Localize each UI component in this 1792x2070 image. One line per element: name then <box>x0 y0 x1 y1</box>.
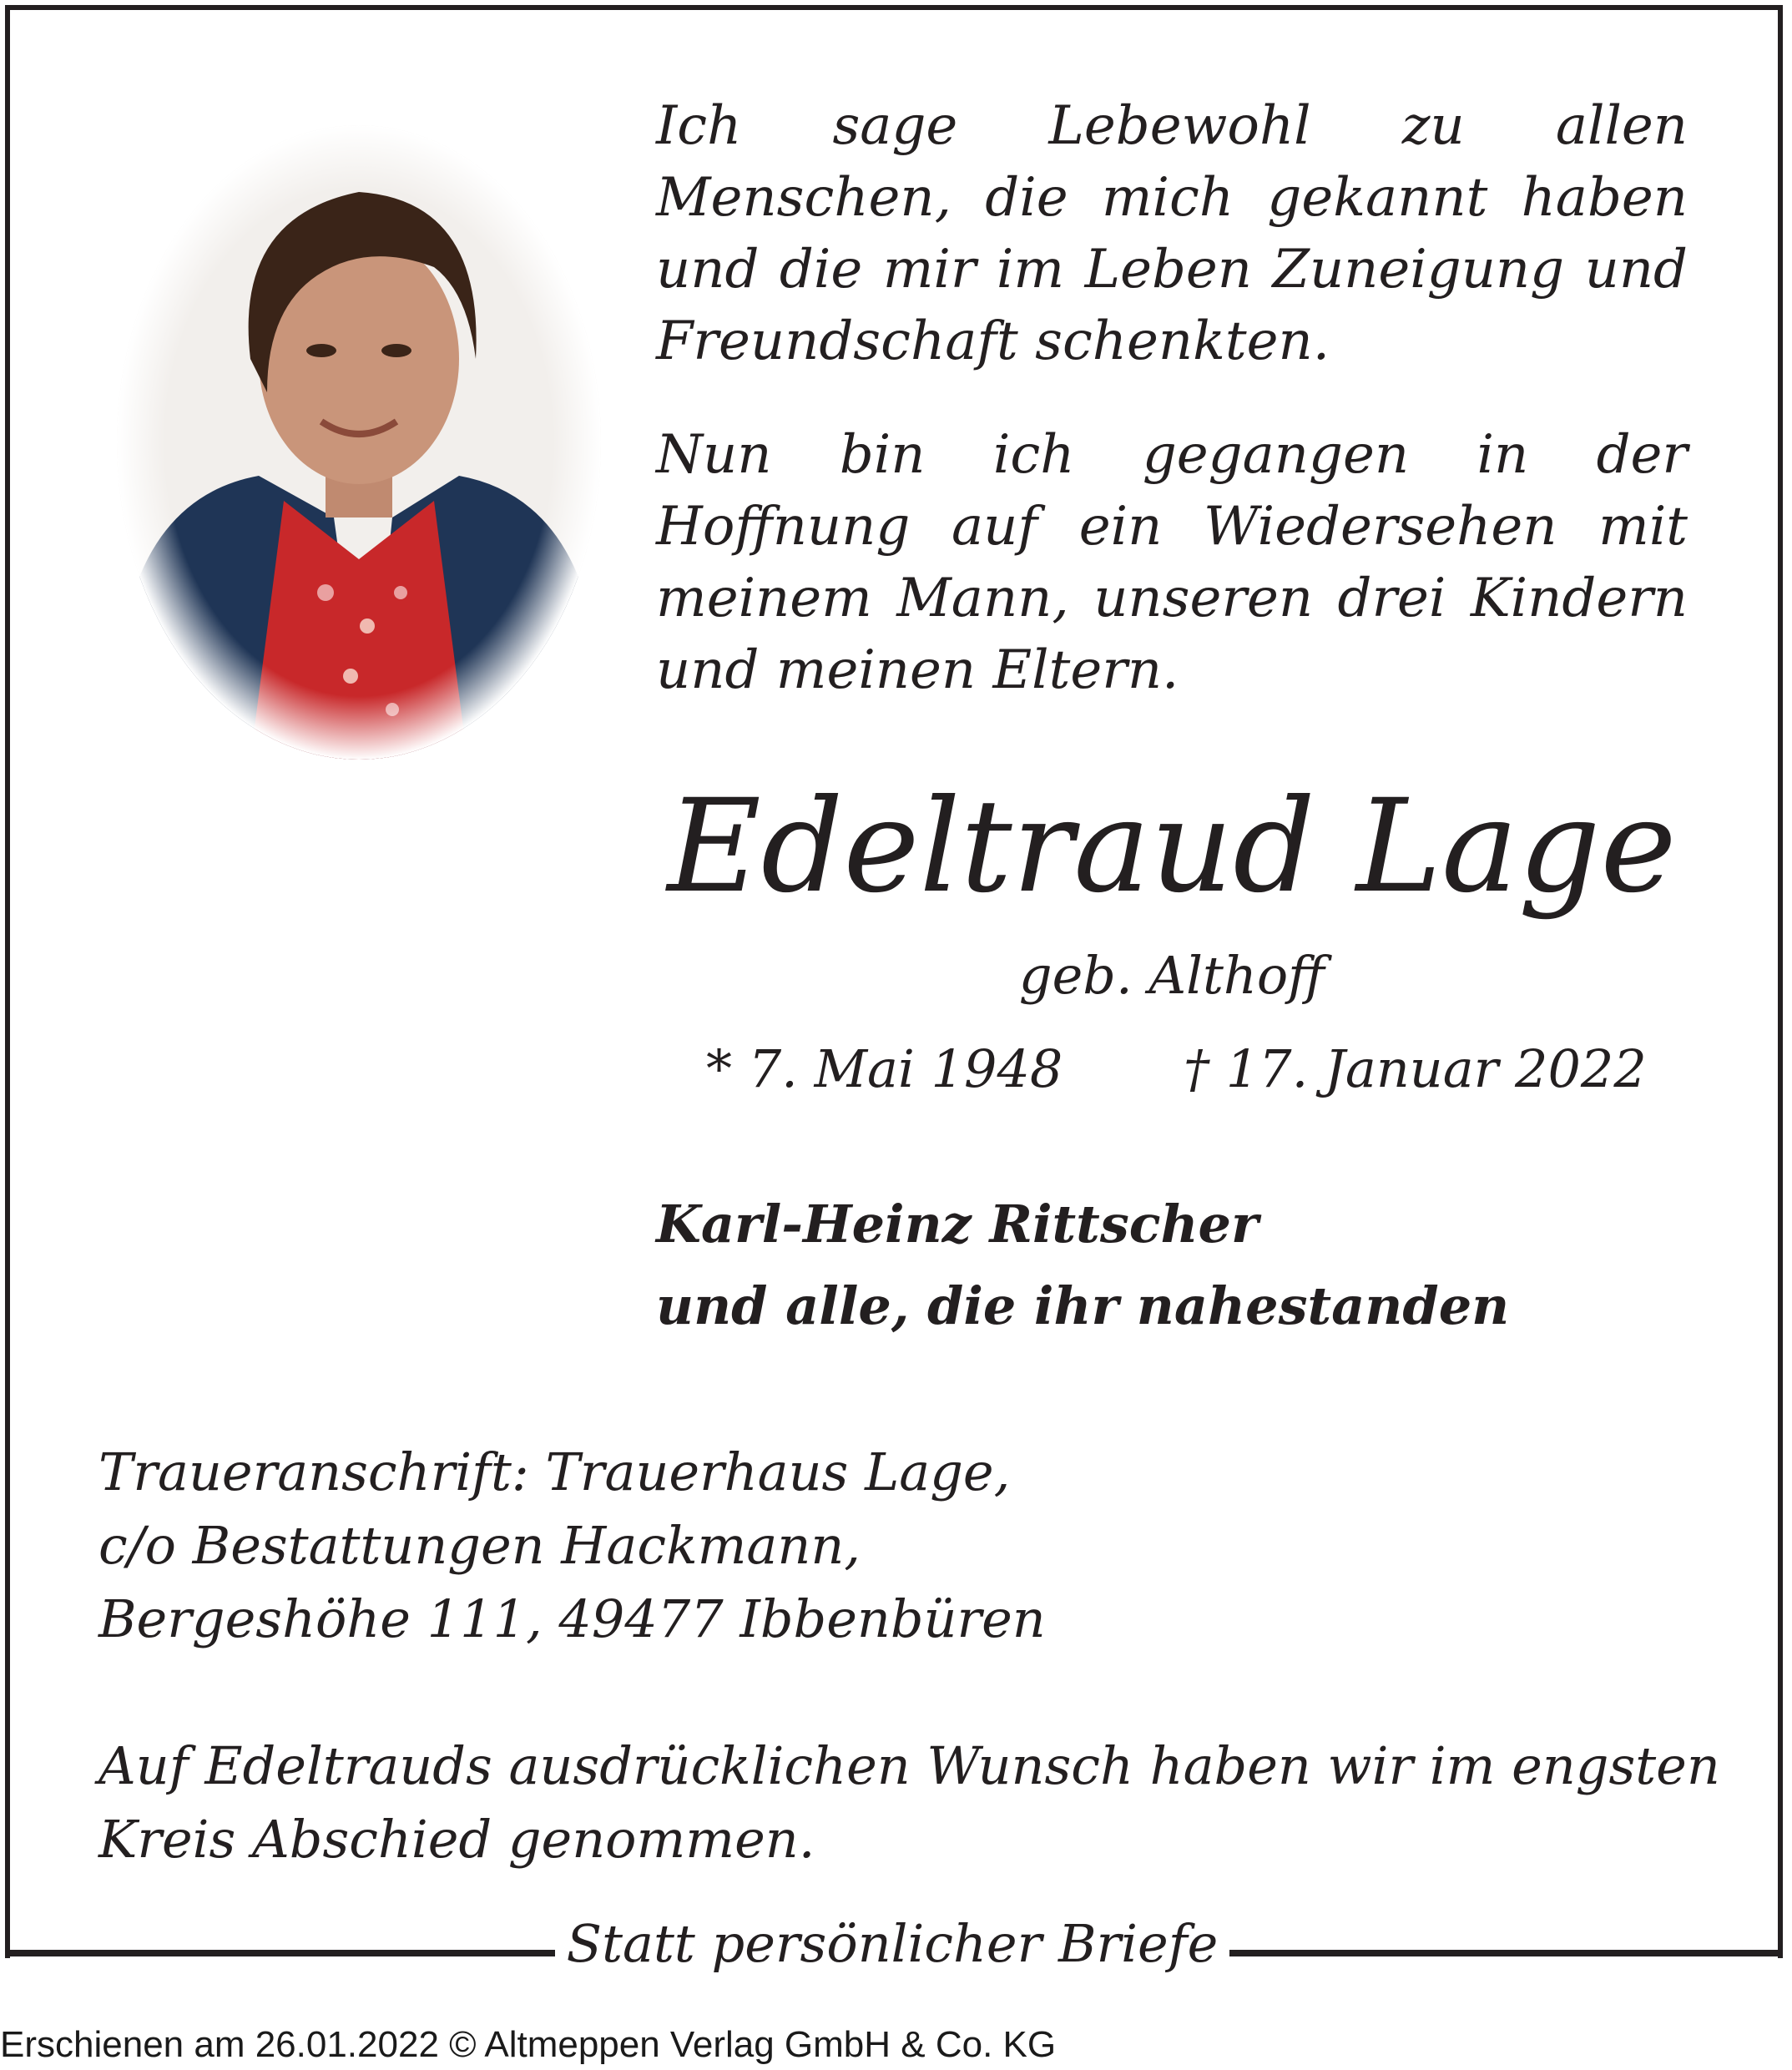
mourning-address <box>98 1436 1684 1656</box>
bottom-rule-left <box>5 1950 555 1956</box>
address-line-3: Bergeshöhe 111, 49477 Ibbenbüren <box>98 1588 1046 1649</box>
maiden-name: geb. Althoff <box>1018 945 1325 1006</box>
farewell-line-1: Auf Edeltrauds ausdrücklichen Wunsch haben wir im engsten <box>98 1735 1720 1796</box>
farewell-line-2: Kreis Abschied genommen. <box>98 1809 815 1870</box>
portrait-photo <box>117 125 601 760</box>
deceased-name: Edeltraud Lage <box>667 772 1677 921</box>
bottom-rule-right <box>1229 1950 1783 1956</box>
bottom-label: Statt persönlicher Briefe <box>566 1913 1219 1974</box>
poem-paragraph-2: Nun bin ich gegangen in der Hoffnung auf ein Wiedersehen mit meinem Mann, unseren drei Kindern und meinen Eltern. <box>656 424 1688 701</box>
mourners <box>656 1184 1688 1347</box>
death-date: † 17. Januar 2022 <box>1184 1038 1647 1099</box>
mourners-line-1: Karl-Heinz Rittscher <box>656 1194 1259 1255</box>
mourners-line-2: und alle, die ihr nahestanden <box>656 1275 1510 1336</box>
birth-date: * 7. Mai 1948 <box>706 1038 1063 1099</box>
address-line-1: Traueranschrift: Trauerhaus Lage, <box>98 1441 1011 1502</box>
farewell-note <box>98 1729 1720 1876</box>
poem-paragraph-1: Ich sage Lebewohl zu allen Menschen, die mich gekannt haben und die mir im Leben Zuneigung und Freundschaft schenkten. <box>656 95 1688 372</box>
publication-footer: Erschienen am 26.01.2022 © Altmeppen Verlag GmbH & Co. KG <box>0 2024 1057 2065</box>
address-line-2: c/o Bestattungen Hackmann, <box>98 1515 861 1576</box>
